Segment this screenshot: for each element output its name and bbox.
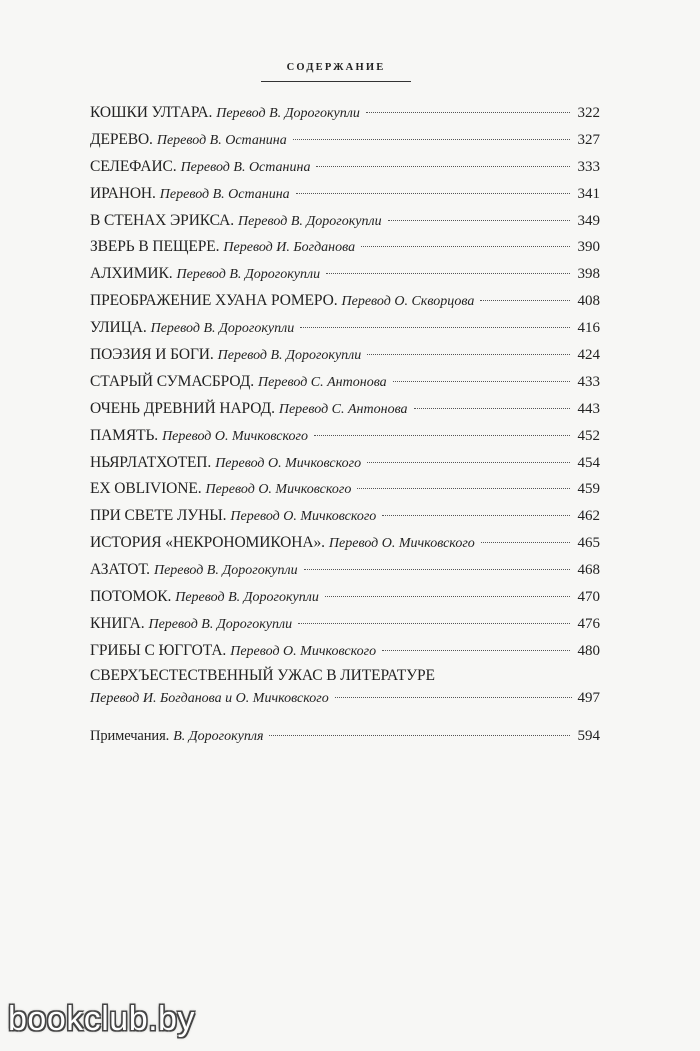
- toc-entry-page: 452: [577, 427, 600, 444]
- toc-entry-credit: Перевод В. Останина: [156, 132, 287, 148]
- toc-entry-page: 465: [577, 535, 600, 552]
- toc-entry-page: 594: [577, 727, 600, 744]
- toc-entry-title: АЗАТОТ.: [90, 561, 150, 579]
- dot-leader: [293, 139, 570, 140]
- dot-leader: [414, 408, 570, 409]
- toc-entry-title: ЗВЕРЬ В ПЕЩЕРЕ.: [90, 238, 220, 256]
- toc-entry-credit: Перевод В. Дорогокупли: [148, 616, 293, 632]
- dot-leader: [388, 220, 570, 221]
- toc-entry-credit: Перевод О. Мичковского: [205, 482, 352, 498]
- dot-leader: [481, 542, 570, 543]
- toc-entry: [90, 181, 600, 208]
- dot-leader: [357, 488, 570, 489]
- toc-entry: [90, 638, 600, 665]
- toc-entry: [90, 261, 600, 288]
- toc-entry-page: 454: [577, 454, 600, 471]
- toc-entry: [90, 450, 600, 477]
- toc-entry-title: НЬЯРЛАТХОТЕП.: [90, 453, 212, 471]
- toc-entry: [90, 503, 600, 530]
- toc-entry: [90, 611, 600, 638]
- toc-entry-title: ПОЭЗИЯ И БОГИ.: [90, 346, 214, 364]
- dot-leader: [367, 354, 570, 355]
- toc-entry: [90, 557, 600, 584]
- toc-entry-title: КНИГА.: [90, 614, 145, 632]
- toc-entry-title: АЛХИМИК.: [90, 265, 173, 283]
- dot-leader: [325, 596, 570, 597]
- toc-entry-title: ПРЕОБРАЖЕНИЕ ХУАНА РОМЕРО.: [90, 292, 338, 310]
- toc-entry-page: 497: [577, 689, 600, 706]
- toc-entry-page: 424: [577, 347, 600, 364]
- dot-leader: [382, 515, 570, 516]
- dot-leader: [296, 193, 570, 194]
- toc-entry-credit: Перевод И. Богданова и О. Мичковского: [90, 690, 329, 706]
- toc-entry: [90, 369, 600, 396]
- toc-entry-page: 433: [577, 373, 600, 390]
- toc-entry-credit: Перевод О. Скворцова: [341, 294, 475, 310]
- toc-entry-page: 462: [577, 508, 600, 525]
- toc-entry-credit: Перевод В. Дорогокупли: [237, 213, 382, 229]
- toc-entry-title: ИСТОРИЯ «НЕКРОНОМИКОНА».: [90, 534, 325, 552]
- toc-entry-credit: Перевод С. Антонова: [278, 401, 408, 417]
- toc-entry-supernatural-horror: [90, 665, 600, 713]
- dot-leader: [361, 246, 570, 247]
- toc-entry-title: ОЧЕНЬ ДРЕВНИЙ НАРОД.: [90, 399, 275, 417]
- toc-entry-title: УЛИЦА.: [90, 319, 147, 337]
- dot-leader: [304, 569, 570, 570]
- toc-entries: [90, 100, 600, 665]
- toc-entry: [90, 476, 600, 503]
- toc-entry-title: ПОТОМОК.: [90, 588, 172, 606]
- toc-entry-credit: Перевод В. Дорогокупли: [176, 267, 321, 283]
- toc-entry-page: 390: [577, 239, 600, 256]
- toc-entry: [90, 234, 600, 261]
- toc-entry-credit: Перевод О. Мичковского: [215, 455, 362, 471]
- toc-entry-page: 327: [577, 131, 600, 148]
- toc-entry: [90, 127, 600, 154]
- toc-entry-title: ПАМЯТЬ.: [90, 426, 159, 444]
- toc-entry-title: СТАРЫЙ СУМАСБРОД.: [90, 372, 254, 390]
- toc-entry-page: 333: [577, 158, 600, 175]
- dot-leader: [300, 327, 570, 328]
- toc-entry-title: ПРИ СВЕТЕ ЛУНЫ.: [90, 507, 227, 525]
- dot-leader: [366, 112, 570, 113]
- toc-entry-page: 398: [577, 266, 600, 283]
- toc-entry-credit: Перевод В. Останина: [159, 186, 290, 202]
- toc-entry-notes: [90, 723, 600, 750]
- dot-leader: [298, 623, 570, 624]
- toc-entry-title: ГРИБЫ С ЮГГОТА.: [90, 641, 227, 659]
- toc-entry-page: 408: [577, 293, 600, 310]
- toc-entry-title: Примечания.: [90, 727, 170, 744]
- toc-entry-title: СВЕРХЪЕСТЕСТВЕННЫЙ УЖАС В ЛИТЕРАТУРЕ: [90, 666, 435, 684]
- toc-entry: [90, 288, 600, 315]
- dot-leader: [269, 735, 570, 736]
- dot-leader: [316, 166, 570, 167]
- table-of-contents: [90, 100, 600, 750]
- toc-entry-credit: Перевод С. Антонова: [257, 374, 387, 390]
- toc-entry-title: КОШКИ УЛТАРА.: [90, 104, 213, 121]
- toc-entry-page: 443: [577, 400, 600, 417]
- toc-entry-page: 480: [577, 642, 600, 659]
- dot-leader: [382, 650, 570, 651]
- dot-leader: [367, 462, 570, 463]
- toc-entry-credit: Перевод В. Дорогокупли: [150, 321, 295, 337]
- toc-entry: [90, 208, 600, 235]
- toc-entry-page: 459: [577, 481, 600, 498]
- toc-entry-credit: Перевод О. Мичковского: [328, 536, 475, 552]
- toc-entry-credit: Перевод В. Дорогокупли: [217, 348, 362, 364]
- toc-entry-page: 322: [577, 105, 600, 121]
- toc-entry-title: ДЕРЕВО.: [90, 130, 153, 148]
- toc-entry-credit: Перевод И. Богданова: [223, 240, 356, 256]
- dot-leader: [393, 381, 570, 382]
- toc-entry: [90, 100, 600, 127]
- toc-entry: [90, 154, 600, 181]
- toc-entry: [90, 315, 600, 342]
- toc-entry-credit: Перевод В. Дорогокупли: [153, 563, 298, 579]
- toc-entry-credit: В. Дорогокупля: [173, 728, 264, 744]
- toc-entry-credit: Перевод В. Дорогокупли: [175, 590, 319, 606]
- toc-entry-page: 476: [577, 615, 600, 632]
- toc-entry-page: 349: [577, 212, 600, 229]
- page-title: СОДЕРЖАНИЕ: [286, 62, 386, 73]
- toc-entry-page: 416: [577, 320, 600, 337]
- dot-leader: [335, 697, 572, 698]
- toc-entry: [90, 342, 600, 369]
- toc-entry-page: 470: [577, 589, 600, 606]
- toc-entry: [90, 423, 600, 450]
- watermark-logo: bookclub.by: [8, 1000, 195, 1038]
- dot-leader: [326, 273, 570, 274]
- toc-entry: [90, 396, 600, 423]
- toc-entry-credit: Перевод О. Мичковского: [162, 428, 308, 444]
- toc-entry-title: В СТЕНАХ ЭРИКСА.: [90, 211, 234, 229]
- toc-entry-credit: Перевод В. Дорогокупли: [216, 106, 360, 121]
- toc-entry-credit: Перевод О. Мичковского: [230, 643, 377, 659]
- toc-entry-credit: Перевод О. Мичковского: [230, 509, 377, 525]
- toc-entry-title: ИРАНОН.: [90, 184, 156, 202]
- toc-entry: [90, 530, 600, 557]
- toc-entry-credit: Перевод В. Останина: [180, 159, 311, 175]
- toc-entry-page: 341: [577, 185, 600, 202]
- toc-entry-title: EX OBLIVIONE.: [90, 480, 202, 498]
- toc-entry-title: СЕЛЕФАИС.: [90, 157, 177, 175]
- toc-entry: [90, 584, 600, 611]
- dot-leader: [314, 435, 570, 436]
- header-rule: [261, 81, 411, 82]
- toc-header: [261, 62, 411, 82]
- toc-entry-page: 468: [577, 562, 600, 579]
- dot-leader: [480, 300, 570, 301]
